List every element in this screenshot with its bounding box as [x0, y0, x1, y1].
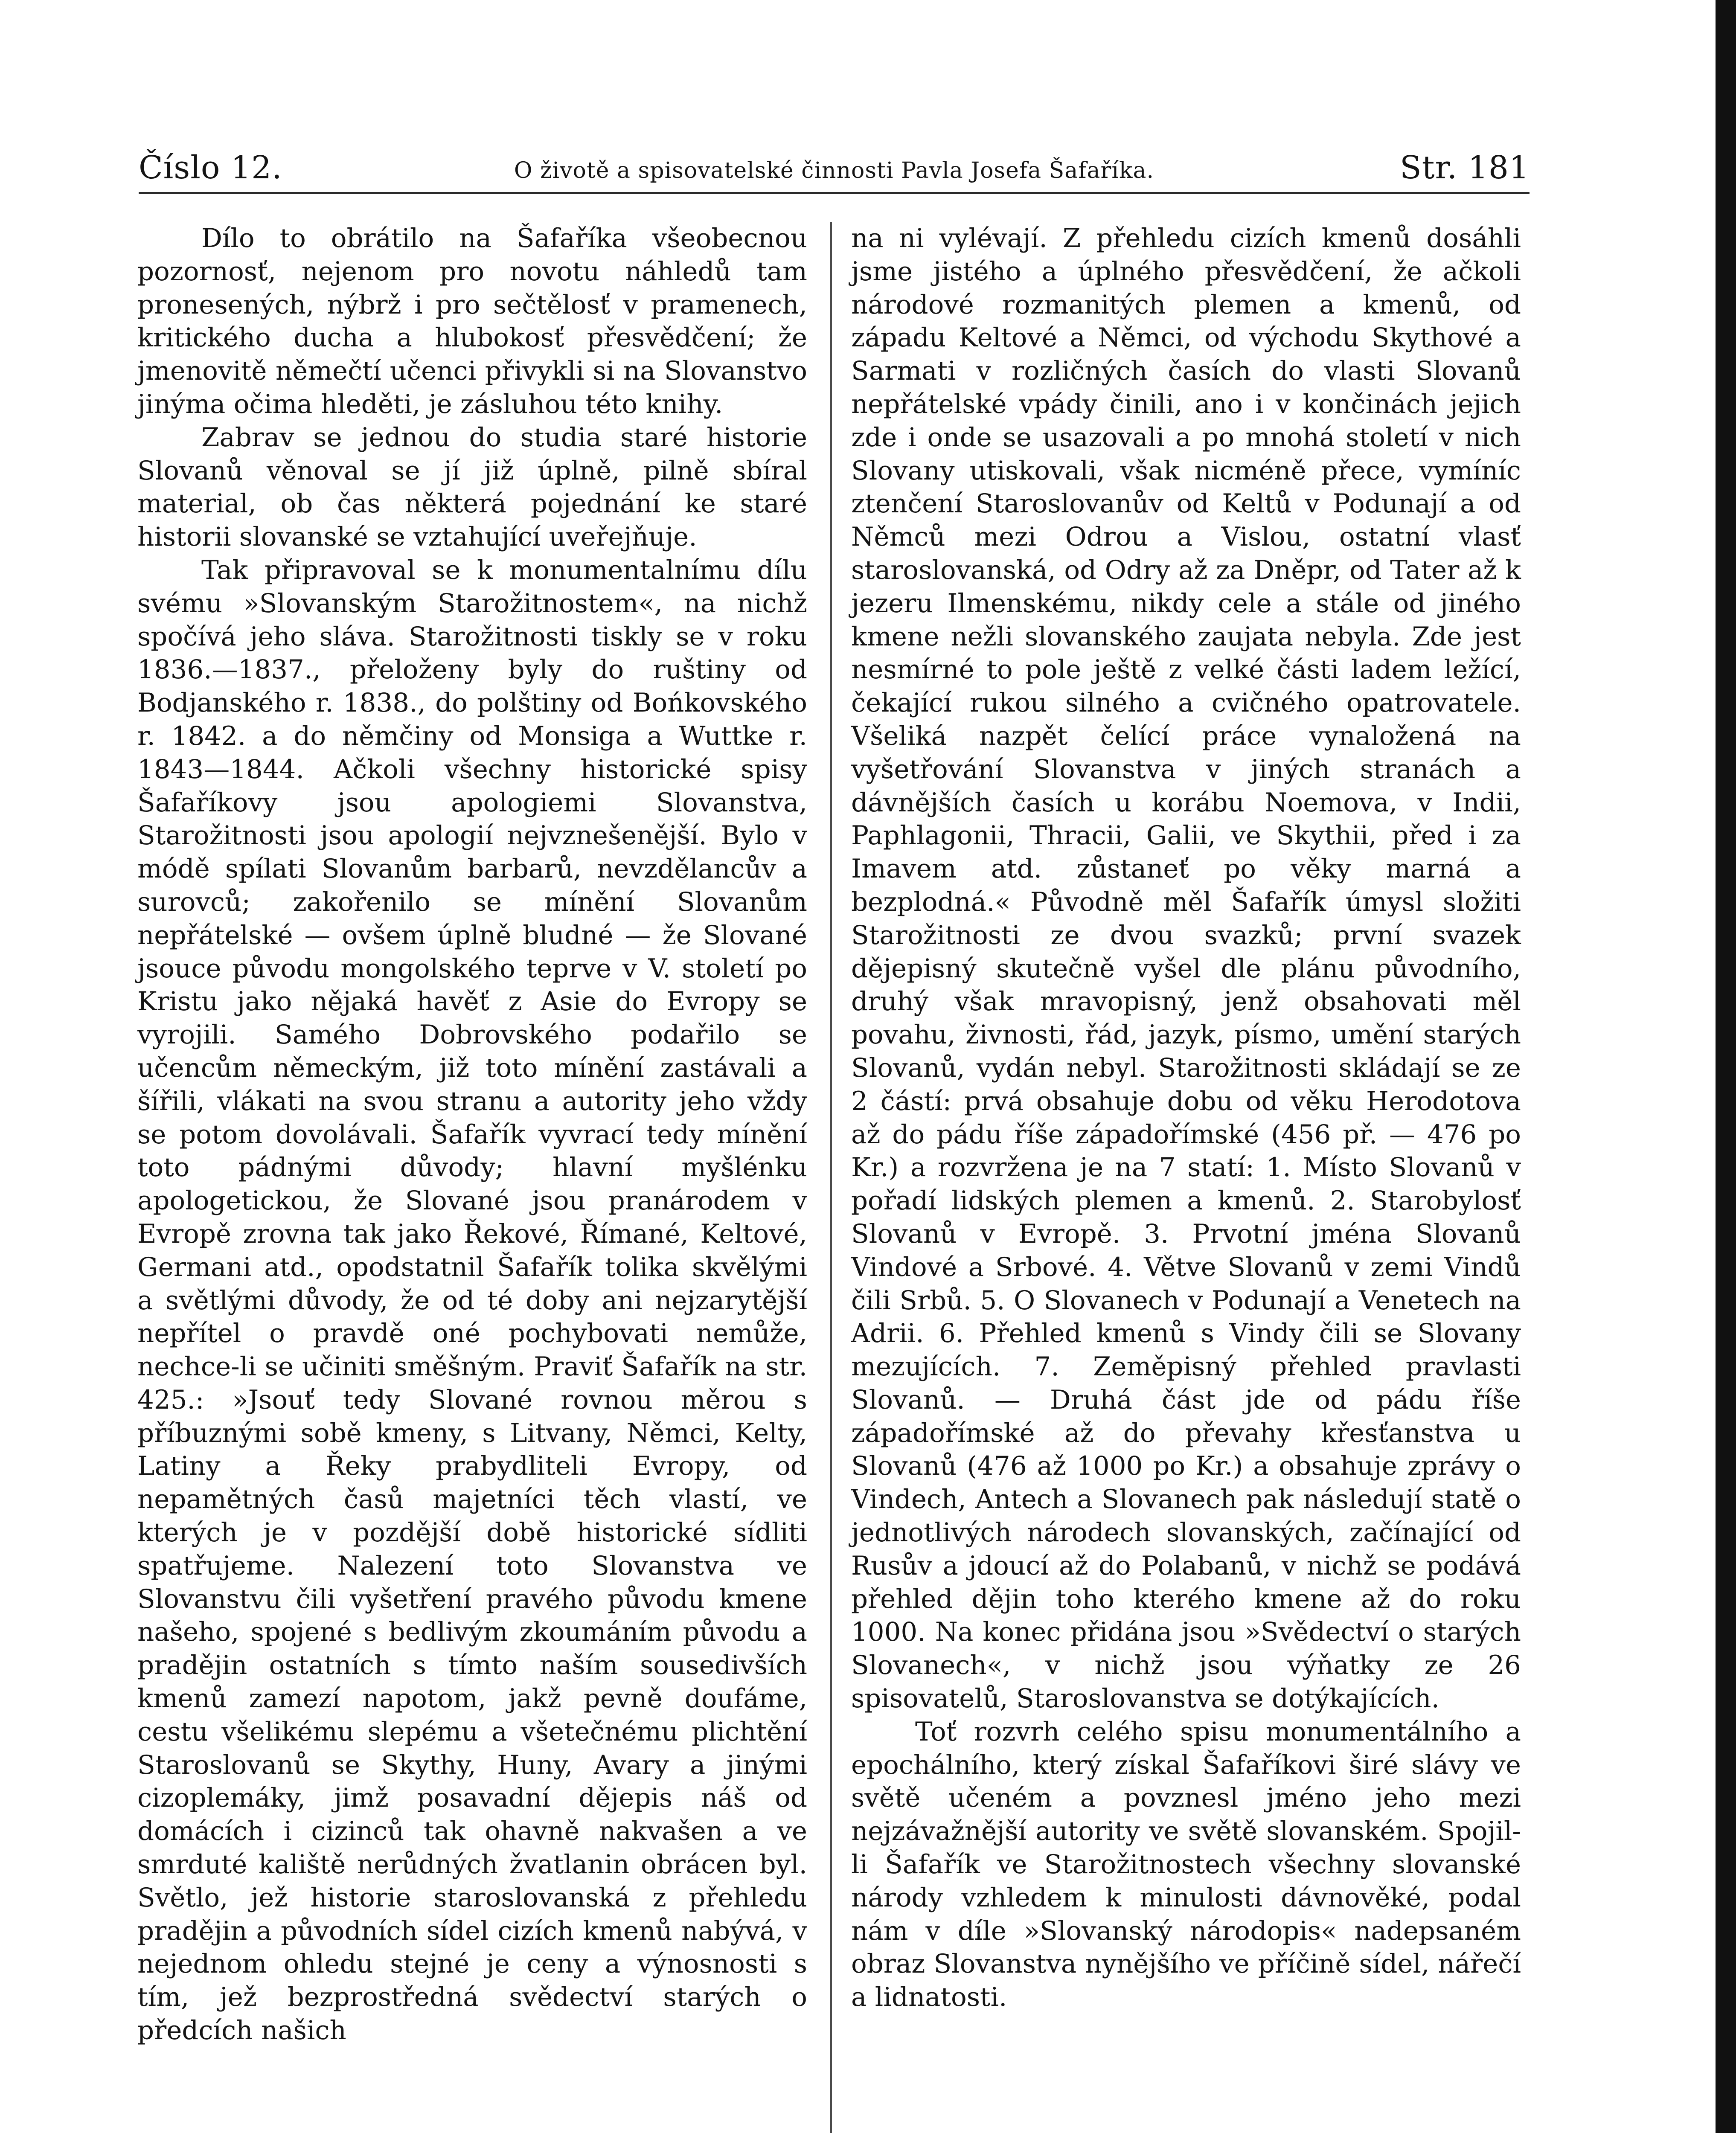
running-title: O životě a spisovatelské činnosti Pavla Josefa Šafaříka. [514, 158, 1154, 183]
page-edge [1716, 0, 1736, 2133]
paragraph: Zabrav se jednou do studia staré historie Slovanů věnoval se jí již úplně, pilně sbíral material, ob čas některá pojednání ke staré historii slovanské se vztahující uveřejňuje. [137, 422, 807, 552]
paragraph-continued: na ni vylévají. Z přehledu cizích kmenů dosáhli jsme jistého a úplného přesvědčení, že ačkoli národové rozmanitých plemen a kmenů, od západu Keltové a Němci, od východu Skythové a Sarmati v rozličných časích do vlasti Slovanů nepřátelské vpády činili, ano i v končinách jejich zde i onde se usazovali a po mnohá století v nich Slovany utiskovali, však nicméně přece, vymíníc ztenčení Staroslovanův od Keltů v Podunají a od Němců mezi Odrou a Vislou, ostatní vlasť staroslovanská, od Odry až za Dněpr, od Tater až k jezeru Ilmenskému, nikdy cele a stále od jiného kmene nežli slovanského zaujata nebyla. Zde jest nesmírné to pole ještě z velké části ladem ležící, čekající rukou silného a cvičného opatrovatele. Všeliká nazpět čelící práce vynaložená na vyšetřování Slovanstva v jiných stranách a dávnějších časích u korábu Noemova, v Indii, Paphlagonii, Thracii, Galii, ve Skythii, před i za Imavem atd. zůstaneť po věky marná a bezplodná.« Původně měl Šafařík úmysl složiti Starožitnosti ze dvou svazků; první svazek dějepisný skutečně vyšel dle plánu původního, druhý však mravopisný, jenž obsahovati měl povahu, živnosti, řád, jazyk, písmo, umění starých Slovanů, vydán nebyl. Starožitnosti skládají se ze 2 částí: prvá obsahuje dobu od věku Herodotova až do pádu říše západořímské (456 př. — 476 po Kr.) a rozvržena je na 7 statí: 1. Místo Slovanů v pořadí lidských plemen a kmenů. 2. Starobylosť Slovanů v Evropě. 3. Prvotní jména Slovanů Vindové a Srbové. 4. Větve Slovanů v zemi Vindů čili Srbů. 5. O Slovanech v Podunají a Venetech na Adrii. 6. Přehled kmenů s Vindy čili se Slovany mezujících. 7. Zeměpisný přehled pravlasti Slovanů. — Druhá část jde od pádu říše západořímské až do převahy křesťanstva u Slovanů (476 až 1000 po Kr.) a obsahuje zprávy o Vindech, Antech a Slovanech pak následují statě o jednotlivých národech slovanských, začínající od Rusův a jdoucí až do Polabanů, v nichž se podává přehled dějin toho kterého kmene až do roku 1000. Na konec přidána jsou »Svědectví o starých Slovanech«, v nichž jsou výňatky ze 26 spisovatelů, Staroslovanstva se dotýkajících. [851, 223, 1521, 1714]
issue-number: Číslo 12. [139, 149, 282, 186]
paragraph: Tak připravoval se k monumentalnímu dílu svému »Slovanským Starožitnostem«, na nichž spočívá jeho sláva. Starožitnosti tiskly se v roku 1836.—1837., přeloženy byly do ruštiny od Bodjanského r. 1838., do polštiny od Bońkovského r. 1842. a do němčiny od Monsiga a Wuttke r. 1843—1844. Ačkoli všechny historické spisy Šafaříkovy jsou apologiemi Slovanstva, Starožitnosti jsou apologií nejvznešenější. Bylo v módě spílati Slovanům barbarů, nevzdělancův a surovců; zakořenilo se mínění Slovanům nepřátelské — ovšem úplně bludné — že Slované jsouce původu mongolského teprve v V. století po Kristu jako nějaká havěť z Asie do Evropy se vyrojili. Samého Dobrovského podařilo se učencům německým, již toto mínění zastávali a šířili, vlákati na svou stranu a autority jeho vždy se potom dovolávali. Šafařík vyvrací tedy mínění toto pádnými důvody; hlavní myšlénku apologetickou, že Slované jsou pranárodem v Evropě zrovna tak jako Řekové, Římané, Keltové, Germani atd., opodstatnil Šafařík tolika skvělými a světlými důvody, že od té doby ani nejzarytější nepřítel o pravdě oné pochybovati nemůže, nechce-li se učiniti směšným. Praviť Šafařík na str. 425.: »Jsouť tedy Slované rovnou měrou s příbuznými sobě kmeny, s Litvany, Němci, Kelty, Latiny a Řeky prabydliteli Evropy, od nepamětných časů majetníci těch vlastí, ve kterých je v pozdější době historické sídliti spatřujeme. Nalezení toto Slovanstva ve Slovanstvu čili vyšetření pravého původu kmene našeho, spojené s bedlivým zkoumáním původu a pradějin ostatních s tímto naším sousedivších kmenů zamezí napotom, jakž pevně doufáme, cestu všelikému slepému a všetečnému plichtění Staroslovanů se Skythy, Huny, Avary a jinými cizoplemáky, jimž posavadní dějepis náš od domácích i cizinců tak ohavně nakvašen a ve smrduté kaliště nerůdných žvatlanin obrácen byl. Světlo, jež historie staroslovanská z přehledu pradějin a původních sídel cizích kmenů nabývá, v nejednom ohledu stejné je ceny a výnosnosti s tím, jež bezprostředná svědectví starých o předcích našich [137, 555, 807, 2046]
paragraph: Dílo to obrátilo na Šafaříka všeobecnou pozornosť, nejenom pro novotu náhledů tam pronesených, nýbrž i pro sečtělosť v pramenech, kritického ducha a hlubokosť přesvědčení; že jmenovitě němečtí učenci přivykli si na Slovanstvo jinýma očima hleděti, je zásluhou této knihy. [137, 223, 807, 419]
right-column [851, 222, 1521, 2014]
running-header [139, 141, 1530, 194]
column-divider [830, 222, 832, 2133]
left-column [137, 222, 807, 2047]
paragraph: Toť rozvrh celého spisu monumentálního a epochálního, který získal Šafaříkovi širé slávy ve světě učeném a povznesl jméno jeho mezi nejzávažnější autority ve světě slovanském. Spojil-li Šafařík ve Starožitnostech všechny slovanské národy vzhledem k minulosti dávnověké, podal nám v díle »Slovanský národopis« nadepsaném obraz Slovanstva nynějšího ve příčině sídel, nářečí a lidnatosti. [851, 1716, 1521, 2013]
page-number: Str. 181 [1400, 149, 1530, 186]
